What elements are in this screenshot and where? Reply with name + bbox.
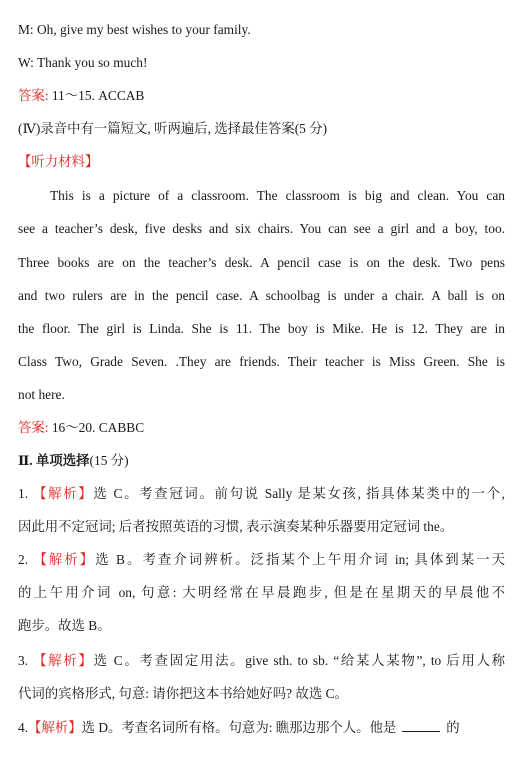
passage-line: and two rulers are in the pencil case. A schoolbag is under a chair. A ball is on (18, 288, 505, 303)
item-text: 选 C。考查冠词。前句说 Sally 是某女孩, 指具体某类中的一个, (93, 486, 506, 501)
item-number: 4. (18, 720, 29, 735)
answer-label: 答案: (18, 420, 49, 435)
item-number: 1. (18, 486, 34, 501)
analysis-tag: 【解析】 (33, 486, 94, 501)
listening-material-label: 【听力材料】 (18, 154, 99, 169)
passage-line: not here. (18, 387, 65, 402)
item-2-line-1 (18, 551, 505, 569)
section-score: (15 分) (89, 453, 129, 468)
passage-line: This is a picture of a classroom. The classroom is big and clean. You can (50, 188, 505, 203)
item-2-line-3: 跑步。故选 B。 (18, 618, 111, 633)
passage-line: Three books are on the teacher’s desk. A pencil case is on the desk. Two pens (18, 255, 505, 270)
section-2-heading (18, 452, 505, 470)
item-text: 选 B。考查介词辨析。泛指某个上午用介词 in; 具体到某一天 (95, 552, 506, 567)
item-number: 2. (18, 552, 34, 567)
item-3-line-1 (18, 652, 505, 670)
item-1-line-2: 因此用不定冠词; 后者按照英语的习惯, 表示演奏某种乐器要用定冠词 the。 (18, 519, 454, 534)
analysis-tag: 【解析】 (28, 720, 82, 735)
answer-value: 16～20. CABBC (48, 420, 145, 435)
analysis-tag: 【解析】 (33, 653, 94, 668)
answer-line-1 (18, 87, 505, 105)
item-3-line-2: 代词的宾格形式, 句意: 请你把这本书给她好吗? 故选 C。 (18, 686, 348, 701)
passage-line: Class Two, Grade Seven. .They are friends. Their teacher is Miss Green. She is (18, 354, 505, 369)
item-text: 的 (446, 720, 460, 735)
answer-label: 答案: (18, 88, 49, 103)
section-title: Ⅱ. 单项选择 (18, 453, 90, 468)
analysis-tag: 【解析】 (33, 552, 96, 567)
passage-line: see a teacher’s desk, five desks and six chairs. You can see a girl and a boy, too. (18, 221, 505, 236)
item-2-line-2: 的上午用介词 on, 句意: 大明经常在早晨跑步, 但是在星期天的早晨他不 (18, 585, 505, 600)
dialogue-m-line: M: Oh, give my best wishes to your family. (18, 22, 251, 37)
item-text: 选 C。考查固定用法。give sth. to sb. “给某人某物”, to 后用人称 (93, 653, 506, 668)
dialogue-w-line: W: Thank you so much! (18, 55, 148, 70)
item-number: 3. (18, 653, 34, 668)
answer-blank (402, 719, 440, 732)
item-text: 选 D。考查名词所有格。句意为: 瞧那边那个人。他是 (81, 720, 397, 735)
section-4-heading: (Ⅳ)录音中有一篇短文, 听两遍后, 选择最佳答案(5 分) (18, 121, 328, 136)
item-1-line-1 (18, 485, 505, 503)
item-4-line-1 (18, 719, 505, 737)
answer-value: 11～15. ACCAB (48, 88, 145, 103)
answer-line-2 (18, 419, 505, 437)
passage-line: the floor. The girl is Linda. She is 11. The boy is Mike. He is 12. They are in (18, 321, 505, 336)
